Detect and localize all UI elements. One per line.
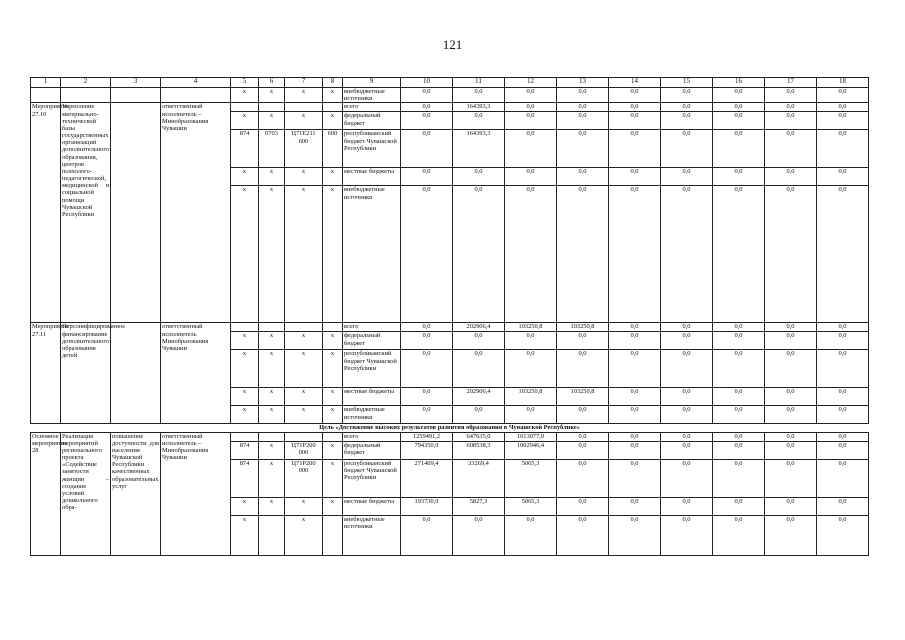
measure-name: Укрепление материально-технической базы государственных организаций дополнительного образования, центров психолого-педагогической, медицинской и социальной помощи Чувашской Республики <box>61 103 111 323</box>
header-cell: 8 <box>323 78 343 88</box>
target-article-code: х <box>285 406 323 424</box>
value-cell: 0,0 <box>557 112 609 130</box>
value-cell: 0,0 <box>817 497 869 515</box>
value-cell: 0,0 <box>609 459 661 497</box>
value-cell: 0,0 <box>401 323 453 332</box>
value-cell: 0,0 <box>557 186 609 323</box>
value-cell: 103250,8 <box>557 388 609 406</box>
value-cell: 0,0 <box>765 186 817 323</box>
section-code: х <box>259 168 285 186</box>
expense-type-code <box>323 323 343 332</box>
funding-source: республиканский бюджет Чувашской Республики <box>343 459 401 497</box>
value-cell: 0,0 <box>453 350 505 388</box>
responsible-executor: ответственный исполнитель – Минобразования Чувашии <box>161 432 231 555</box>
header-cell: 11 <box>453 78 505 88</box>
value-cell: 0,0 <box>765 130 817 168</box>
section-code: х <box>259 406 285 424</box>
section-code: х <box>259 186 285 323</box>
value-cell: 0,0 <box>817 112 869 130</box>
grbs-code <box>231 103 259 112</box>
value-cell: 0,0 <box>453 406 505 424</box>
section-code: 0703 <box>259 130 285 168</box>
value-cell: 0,0 <box>505 186 557 323</box>
expense-type-code <box>323 103 343 112</box>
expense-type-code: 600 <box>323 130 343 168</box>
value-cell: 103250,8 <box>557 323 609 332</box>
value-cell: 0,0 <box>713 459 765 497</box>
header-cell: 7 <box>285 78 323 88</box>
value-cell: 0,0 <box>817 350 869 388</box>
value-cell: 0,0 <box>505 515 557 555</box>
funding-source: всего <box>343 103 401 112</box>
target-article-code: х <box>285 112 323 130</box>
measure-indicator: повышение доступности для населения Чувашской Республики качественных образовательных услуг <box>111 432 161 555</box>
value-cell: 0,0 <box>713 130 765 168</box>
target-article-code: х <box>285 332 323 350</box>
value-cell: 0,0 <box>817 323 869 332</box>
funding-source: местные бюджеты <box>343 497 401 515</box>
value-cell: 0,0 <box>661 112 713 130</box>
target-article-code: х <box>285 88 323 103</box>
value-cell: 0,0 <box>765 406 817 424</box>
value-cell: 0,0 <box>557 432 609 441</box>
value-cell: 0,0 <box>765 432 817 441</box>
goal-row <box>31 424 869 432</box>
section-code <box>259 515 285 555</box>
value-cell: 0,0 <box>557 103 609 112</box>
value-cell: 0,0 <box>765 323 817 332</box>
value-cell: 0,0 <box>817 186 869 323</box>
value-cell: 0,0 <box>817 388 869 406</box>
value-cell: 0,0 <box>661 88 713 103</box>
value-cell: 1002946,4 <box>505 441 557 459</box>
value-cell: 0,0 <box>401 88 453 103</box>
funding-source: внебюджетные источники <box>343 406 401 424</box>
value-cell: 0,0 <box>401 350 453 388</box>
value-cell: 0,0 <box>401 168 453 186</box>
value-cell: 0,0 <box>505 103 557 112</box>
value-cell: 0,0 <box>609 432 661 441</box>
value-cell: 0,0 <box>817 441 869 459</box>
value-cell: 164393,3 <box>453 130 505 168</box>
value-cell: 0,0 <box>713 350 765 388</box>
value-cell: 0,0 <box>713 168 765 186</box>
value-cell: 0,0 <box>609 323 661 332</box>
value-cell: 0,0 <box>713 186 765 323</box>
value-cell: 202906,4 <box>453 323 505 332</box>
expense-type-code <box>323 432 343 441</box>
value-cell: 0,0 <box>765 103 817 112</box>
value-cell: 0,0 <box>609 441 661 459</box>
measure-name: Реализация мероприятий регионального проекта «Содействие занятости женщин – создание условий дошкольного обра- <box>61 432 111 555</box>
value-cell: 0,0 <box>661 186 713 323</box>
expense-type-code: х <box>323 88 343 103</box>
header-cell: 17 <box>765 78 817 88</box>
empty-cell <box>61 88 111 103</box>
value-cell: 0,0 <box>661 406 713 424</box>
funding-source: федеральный бюджет <box>343 112 401 130</box>
value-cell: 0,0 <box>505 332 557 350</box>
grbs-code: х <box>231 186 259 323</box>
grbs-code: х <box>231 168 259 186</box>
value-cell: 202906,4 <box>453 388 505 406</box>
target-article-code <box>285 103 323 112</box>
funding-source: республиканский бюджет Чувашской Республики <box>343 130 401 168</box>
value-cell: 0,0 <box>765 350 817 388</box>
value-cell: 0,0 <box>609 497 661 515</box>
header-cell: 18 <box>817 78 869 88</box>
funding-source: местные бюджеты <box>343 168 401 186</box>
target-article-code: х <box>285 388 323 406</box>
value-cell: 0,0 <box>557 406 609 424</box>
section-code: х <box>259 388 285 406</box>
value-cell: 0,0 <box>505 406 557 424</box>
header-cell: 4 <box>161 78 231 88</box>
value-cell: 0,0 <box>505 88 557 103</box>
target-article-code: х <box>285 515 323 555</box>
grbs-code: х <box>231 332 259 350</box>
value-cell: 1259491,2 <box>401 432 453 441</box>
value-cell: 0,0 <box>609 112 661 130</box>
value-cell: 1013077,0 <box>505 432 557 441</box>
value-cell: 0,0 <box>609 88 661 103</box>
value-cell: 0,0 <box>661 332 713 350</box>
responsible-executor: ответственный исполнитель – Минобразования Чувашии <box>161 103 231 323</box>
expense-type-code: х <box>323 350 343 388</box>
value-cell: 0,0 <box>661 459 713 497</box>
expense-type-code: х <box>323 168 343 186</box>
funding-source: внебюджетные источники <box>343 88 401 103</box>
value-cell: 0,0 <box>817 88 869 103</box>
value-cell: 0,0 <box>453 112 505 130</box>
funding-source: внебюджетные источники <box>343 515 401 555</box>
value-cell: 0,0 <box>557 130 609 168</box>
section-code <box>259 323 285 332</box>
value-cell: 0,0 <box>765 515 817 555</box>
header-row <box>31 78 869 88</box>
target-article-code: Ц71Р200 000 <box>285 459 323 497</box>
header-cell: 6 <box>259 78 285 88</box>
value-cell: 0,0 <box>817 332 869 350</box>
value-cell: 33269,4 <box>453 459 505 497</box>
value-cell: 0,0 <box>401 406 453 424</box>
section-code: х <box>259 88 285 103</box>
value-cell: 0,0 <box>661 103 713 112</box>
value-cell: 647635,0 <box>453 432 505 441</box>
table-row <box>31 323 869 332</box>
value-cell: 0,0 <box>817 432 869 441</box>
value-cell: 0,0 <box>401 388 453 406</box>
header-cell: 13 <box>557 78 609 88</box>
value-cell: 0,0 <box>661 432 713 441</box>
funding-source: всего <box>343 432 401 441</box>
value-cell: 0,0 <box>765 459 817 497</box>
goal-heading: Цель «Достижение высоких результатов развития образования в Чувашской Республике» <box>31 424 869 432</box>
value-cell: 0,0 <box>557 497 609 515</box>
section-code: х <box>259 497 285 515</box>
value-cell: 0,0 <box>661 388 713 406</box>
measure-name: Персонифицированное финансирование дополнительного образования детей <box>61 323 111 424</box>
grbs-code: х <box>231 388 259 406</box>
value-cell: 193730,9 <box>401 497 453 515</box>
empty-cell <box>111 88 161 103</box>
section-code: х <box>259 350 285 388</box>
value-cell: 0,0 <box>557 332 609 350</box>
value-cell: 0,0 <box>505 130 557 168</box>
responsible-executor: ответственный исполнитель Минобразования Чувашии <box>161 323 231 424</box>
value-cell: 5827,3 <box>453 497 505 515</box>
grbs-code: х <box>231 350 259 388</box>
value-cell: 0,0 <box>557 168 609 186</box>
expense-type-code: х <box>323 459 343 497</box>
section-code <box>259 103 285 112</box>
value-cell: 0,0 <box>453 168 505 186</box>
value-cell: 0,0 <box>817 406 869 424</box>
section-code: х <box>259 459 285 497</box>
value-cell: 0,0 <box>609 388 661 406</box>
value-cell: 794350,9 <box>401 441 453 459</box>
value-cell: 0,0 <box>765 112 817 130</box>
value-cell: 0,0 <box>661 130 713 168</box>
header-cell: 12 <box>505 78 557 88</box>
value-cell: 0,0 <box>817 459 869 497</box>
value-cell: 0,0 <box>765 497 817 515</box>
value-cell: 0,0 <box>557 88 609 103</box>
header-cell: 16 <box>713 78 765 88</box>
value-cell: 0,0 <box>713 432 765 441</box>
grbs-code: х <box>231 112 259 130</box>
section-code: х <box>259 332 285 350</box>
value-cell: 0,0 <box>401 332 453 350</box>
expense-type-code: х <box>323 388 343 406</box>
value-cell: 0,0 <box>453 88 505 103</box>
value-cell: 0,0 <box>557 515 609 555</box>
value-cell: 0,0 <box>713 497 765 515</box>
value-cell: 0,0 <box>713 406 765 424</box>
value-cell: 0,0 <box>609 186 661 323</box>
measure-label: Мероприятие 27.11 <box>31 323 61 424</box>
target-article-code: х <box>285 497 323 515</box>
section-code <box>259 432 285 441</box>
value-cell: 0,0 <box>713 103 765 112</box>
value-cell: 0,0 <box>713 112 765 130</box>
funding-source: местные бюджеты <box>343 388 401 406</box>
value-cell: 0,0 <box>557 441 609 459</box>
value-cell: 0,0 <box>453 515 505 555</box>
value-cell: 0,0 <box>609 515 661 555</box>
value-cell: 0,0 <box>609 103 661 112</box>
expense-type-code <box>323 515 343 555</box>
value-cell: 103250,8 <box>505 388 557 406</box>
expense-type-code: х <box>323 497 343 515</box>
value-cell: 0,0 <box>765 88 817 103</box>
value-cell: 0,0 <box>505 350 557 388</box>
table-row <box>31 88 869 103</box>
funding-source: всего <box>343 323 401 332</box>
value-cell: 0,0 <box>661 323 713 332</box>
grbs-code: х <box>231 88 259 103</box>
value-cell: 103250,8 <box>505 323 557 332</box>
funding-source: внебюджетные источники <box>343 186 401 323</box>
value-cell: 164393,3 <box>453 103 505 112</box>
funding-source: федеральный бюджет <box>343 332 401 350</box>
value-cell: 0,0 <box>661 497 713 515</box>
expense-type-code: х <box>323 406 343 424</box>
table-row <box>31 103 869 112</box>
grbs-code: х <box>231 406 259 424</box>
target-article-code: х <box>285 186 323 323</box>
table-row <box>31 432 869 441</box>
section-code: х <box>259 112 285 130</box>
value-cell: 0,0 <box>661 515 713 555</box>
value-cell: 0,0 <box>557 459 609 497</box>
value-cell: 5065,3 <box>505 459 557 497</box>
measure-label: Основное мероприятие 28 <box>31 432 61 555</box>
value-cell: 0,0 <box>765 332 817 350</box>
target-article-code <box>285 323 323 332</box>
empty-cell <box>31 88 61 103</box>
target-article-code: х <box>285 168 323 186</box>
value-cell: 608538,3 <box>453 441 505 459</box>
target-article-code: Ц71Е211 600 <box>285 130 323 168</box>
value-cell: 0,0 <box>661 441 713 459</box>
value-cell: 0,0 <box>817 130 869 168</box>
value-cell: 0,0 <box>401 186 453 323</box>
value-cell: 0,0 <box>713 323 765 332</box>
measure-indicator <box>111 103 161 323</box>
value-cell: 0,0 <box>453 186 505 323</box>
value-cell: 0,0 <box>713 88 765 103</box>
value-cell: 0,0 <box>713 388 765 406</box>
value-cell: 0,0 <box>557 350 609 388</box>
header-cell: 14 <box>609 78 661 88</box>
expense-type-code: х <box>323 112 343 130</box>
value-cell: 0,0 <box>713 441 765 459</box>
header-cell: 2 <box>61 78 111 88</box>
grbs-code: х <box>231 515 259 555</box>
header-cell: 3 <box>111 78 161 88</box>
expense-type-code: х <box>323 441 343 459</box>
value-cell: 0,0 <box>661 350 713 388</box>
value-cell: 0,0 <box>713 332 765 350</box>
target-article-code: Ц71Р200 000 <box>285 441 323 459</box>
budget-table <box>30 77 869 556</box>
value-cell: 0,0 <box>817 103 869 112</box>
measure-label: Мероприятие 27.10 <box>31 103 61 323</box>
measure-indicator <box>111 323 161 424</box>
value-cell: 0,0 <box>609 130 661 168</box>
target-article-code: х <box>285 350 323 388</box>
value-cell: 0,0 <box>609 350 661 388</box>
expense-type-code: х <box>323 332 343 350</box>
value-cell: 0,0 <box>765 388 817 406</box>
target-article-code <box>285 432 323 441</box>
value-cell: 0,0 <box>505 112 557 130</box>
value-cell: 0,0 <box>609 168 661 186</box>
header-cell: 9 <box>343 78 401 88</box>
funding-source: федеральный бюджет <box>343 441 401 459</box>
header-cell: 1 <box>31 78 61 88</box>
value-cell: 0,0 <box>505 168 557 186</box>
value-cell: 0,0 <box>713 515 765 555</box>
grbs-code <box>231 432 259 441</box>
value-cell: 0,0 <box>817 515 869 555</box>
value-cell: 5065,3 <box>505 497 557 515</box>
value-cell: 0,0 <box>609 406 661 424</box>
header-cell: 15 <box>661 78 713 88</box>
value-cell: 271409,4 <box>401 459 453 497</box>
value-cell: 0,0 <box>661 168 713 186</box>
page-number: 121 <box>442 37 463 52</box>
section-code: х <box>259 441 285 459</box>
value-cell: 0,0 <box>453 332 505 350</box>
grbs-code <box>231 323 259 332</box>
header-cell: 5 <box>231 78 259 88</box>
grbs-code: 874 <box>231 441 259 459</box>
empty-cell <box>161 88 231 103</box>
expense-type-code: х <box>323 186 343 323</box>
value-cell: 0,0 <box>609 332 661 350</box>
value-cell: 0,0 <box>765 441 817 459</box>
value-cell: 0,0 <box>817 168 869 186</box>
header-cell: 10 <box>401 78 453 88</box>
funding-source: республиканский бюджет Чувашской Республики <box>343 350 401 388</box>
grbs-code: х <box>231 497 259 515</box>
grbs-code: 874 <box>231 459 259 497</box>
value-cell: 0,0 <box>401 112 453 130</box>
value-cell: 0,0 <box>401 103 453 112</box>
value-cell: 0,0 <box>401 130 453 168</box>
value-cell: 0,0 <box>765 168 817 186</box>
grbs-code: 874 <box>231 130 259 168</box>
value-cell: 0,0 <box>401 515 453 555</box>
